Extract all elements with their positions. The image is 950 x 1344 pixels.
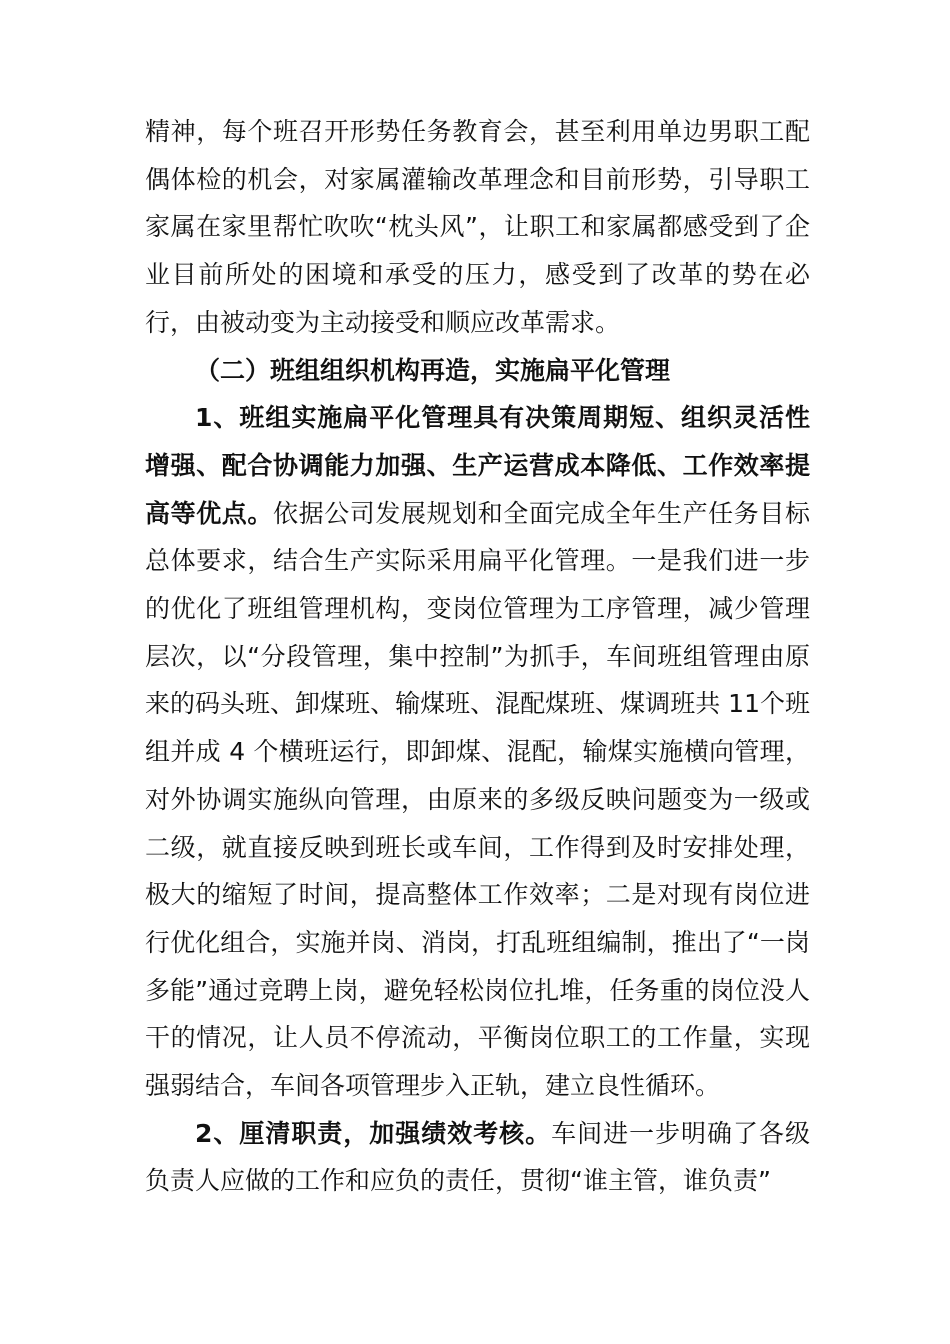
paragraph-3	[145, 394, 810, 1110]
paragraph-1-text: 精神，每个班召开形势任务教育会，甚至利用单边男职工配偶体检的机会，对家属灌输改革理念和目前形势，引导职工家属在家里帮忙吹吹“枕头风”，让职工和家属都感受到了企业目前所处的困境和承受的压力，感受到了改革的势在必行，由被动变为主动接受和顺应改革需求。	[145, 117, 810, 337]
paragraph-4	[145, 1110, 810, 1205]
paragraph-4-lead: 2、厘清职责，加强绩效考核。	[195, 1118, 552, 1148]
section-heading	[145, 347, 810, 395]
paragraph-3-lead: 1、班组实施扁平化管理具有决策周期短、组织灵活性增强、配合协调能力加强、生产运营成本降低、工作效率提高等优点。	[145, 403, 810, 528]
section-heading-text: （二）班组组织机构再造，实施扁平化管理	[195, 355, 671, 385]
body-text	[145, 108, 810, 1205]
paragraph-1	[145, 108, 810, 347]
paragraph-4-body: 车间进一步明确了各级负责人应做的工作和应负的责任，贯彻“谁主管，谁负责”	[145, 1118, 810, 1196]
paragraph-3-body: 依据公司发展规划和全面完成全年生产任务目标总体要求，结合生产实际采用扁平化管理。一是我们进一步的优化了班组管理机构，变岗位管理为工序管理，减少管理层次，以“分段管理，集中控制”为抓手，车间班组管理由原来的码头班、卸煤班、输煤班、混配煤班、煤调班共 11个班组并成 4 个横班运行，即卸煤、混配，输煤实施横向管理，对外协调实施纵向管理，由原来的多级反映问题变为一级或二级，就直接反映到班长或车间，工作得到及时安排处理，极大的缩短了时间，提高整体工作效率；二是对现有岗位进行优化组合，实施并岗、消岗，打乱班组编制，推出了“一岗多能”通过竞聘上岗，避免轻松岗位扎堆，任务重的岗位没人干的情况，让人员不停流动，平衡岗位职工的工作量，实现强弱结合，车间各项管理步入正轨，建立良性循环。	[145, 498, 810, 1101]
